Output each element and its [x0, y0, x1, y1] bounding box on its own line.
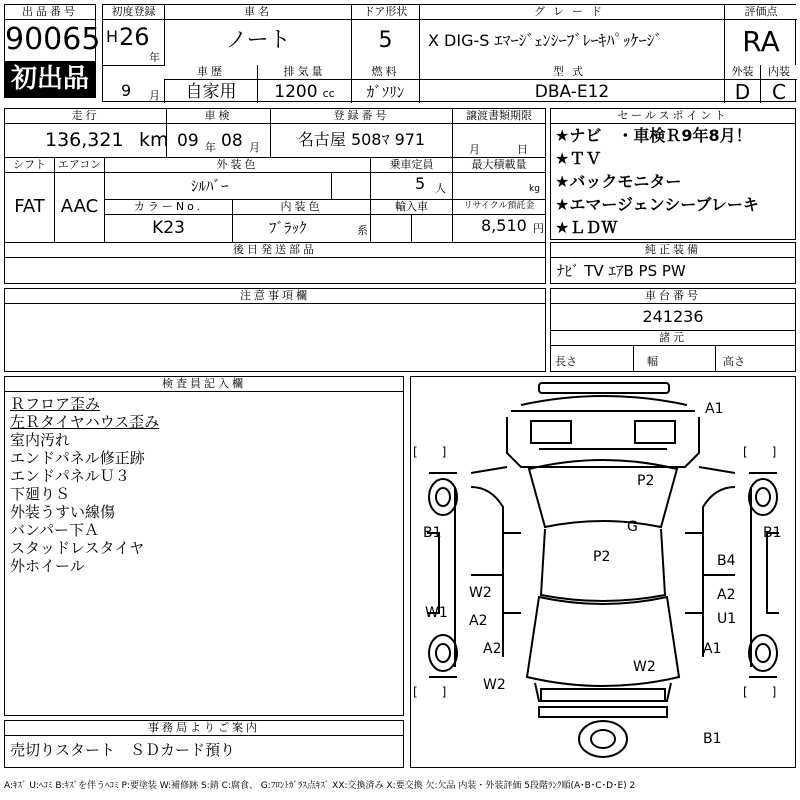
first-listing-badge: 初出品 [5, 61, 95, 97]
damage-mark: G [627, 519, 638, 535]
inspector-note: Ｒフロア歪み [10, 395, 101, 413]
fuel-label: 燃料 [352, 65, 419, 80]
ext-color-value: ｼﾙﾊﾞｰ [191, 177, 229, 195]
office-note: 売切りスタート ＳＤカード預り [10, 741, 236, 759]
damage-mark: B1 [423, 525, 442, 541]
sales-point: ★ＴＶ [555, 149, 602, 168]
bracket-mark: [ ] [743, 685, 777, 699]
inspector-note: スタッドレスタイヤ [10, 539, 145, 557]
specs-label: 諸元 [551, 331, 795, 346]
grade-value: X DIG-S ｴﾏｰｼﾞｪﾝｼｰﾌﾞﾚｰｷﾊﾟｯｹｰｼﾞ [428, 31, 663, 50]
lot-number: 90065 [5, 22, 101, 57]
mileage-unit: km [139, 129, 169, 151]
lot-box [4, 4, 101, 98]
sales-points-box [550, 108, 796, 240]
model-value: DBA-E12 [534, 82, 610, 102]
car-outline-diagram [411, 377, 795, 767]
first-reg-label: 初度登録 [103, 5, 164, 20]
grade-label: グレード [420, 5, 724, 20]
capacity-value: 5 [415, 174, 426, 193]
inspector-box [4, 376, 404, 716]
inspector-note: 室内汚れ [10, 431, 71, 449]
damage-mark: B1 [763, 525, 782, 541]
transfer-day: 日 [517, 143, 528, 156]
door-value: 5 [378, 28, 393, 53]
car-name-value: ノート [225, 28, 291, 53]
capacity-label: 乗車定員 [371, 158, 452, 173]
bracket-mark: [ ] [743, 445, 777, 459]
aircon-value: AAC [60, 196, 99, 217]
bracket-mark: [ ] [413, 445, 447, 459]
damage-mark: A2 [717, 587, 736, 603]
inspector-note: 外装うすい線傷 [10, 503, 116, 521]
transfer-month: 月 [469, 143, 480, 156]
score-value: RA [742, 25, 780, 58]
inspector-note: エンドパネルＵ３ [10, 467, 130, 485]
bracket-mark: [ ] [413, 685, 447, 699]
inspection-label: 車検 [167, 109, 270, 124]
load-unit: kg [529, 184, 540, 194]
notes-label: 注意事項欄 [5, 289, 545, 304]
interior-grade: C [772, 80, 786, 104]
int-color-label: 内装色 [233, 200, 370, 215]
displacement-value: 1200 [274, 82, 318, 102]
lot-label: 出品番号 [5, 5, 95, 20]
notes-box [4, 288, 546, 372]
inspector-note: 外ホイール [10, 557, 85, 575]
inspection-month: 08 [221, 131, 243, 151]
era-letter: H [106, 27, 119, 46]
damage-mark: W1 [425, 605, 448, 621]
chassis-label: 車台番号 [551, 289, 795, 304]
inspector-notes-list [5, 392, 403, 575]
month-unit: 月 [149, 89, 160, 102]
spec-width: 幅 [647, 355, 658, 368]
sales-points-label: セールスポイント [551, 109, 795, 124]
recycle-label: リサイクル預託金 [453, 200, 545, 215]
office-box [4, 720, 404, 768]
genuine-box [550, 242, 796, 284]
capacity-unit: 人 [435, 182, 446, 195]
transfer-label: 譲渡書類期限 [453, 109, 545, 124]
recycle-unit: 円 [533, 222, 544, 235]
ext-color-label: 外装色 [105, 158, 370, 173]
car-diagram-box [410, 376, 796, 768]
genuine-label: 純正装備 [551, 243, 795, 258]
month-value: 9 [121, 81, 132, 100]
inspector-label: 検査員記入欄 [5, 377, 403, 392]
aircon-label: エアコン [55, 158, 104, 173]
color-no-value: K23 [152, 218, 185, 238]
damage-mark: A1 [703, 641, 722, 657]
legend-text: A:ｷｽﾞ U:ﾍｺﾐ B:ｷｽﾞを伴うﾍｺﾐ P:要塗装 W:補修跡 S:錆 C:腐食、 G:ﾌﾛﾝﾄｶﾞﾗｽ点ｷｽﾞ XX:交換済み X:要交換 欠:欠品 内装・外装評価 5段階ﾗﾝｸ順(A･B･C･D･E) 2 [4, 781, 636, 791]
sales-point: ★ＬＤＷ [555, 218, 618, 237]
model-label: 型式 [420, 65, 724, 80]
shift-value: FAT [14, 196, 45, 217]
interior-label: 内装 [761, 65, 797, 80]
reg-no-value: 名古屋 508ﾏ 971 [297, 130, 426, 149]
damage-mark: A1 [705, 401, 724, 417]
damage-mark: B4 [717, 553, 736, 569]
color-no-label: カラーNo. [105, 200, 232, 215]
year-value: 26 [119, 23, 150, 51]
score-label: 評価点 [725, 5, 797, 20]
inspection-year-unit: 年 [205, 141, 216, 154]
later-parts-label: 後日発送部品 [5, 243, 545, 258]
max-load-label: 最大積載量 [453, 158, 545, 173]
import-label: 輸入車 [371, 200, 452, 215]
damage-mark: W2 [633, 659, 656, 675]
chassis-value: 241236 [551, 304, 795, 331]
year-unit: 年 [149, 51, 160, 64]
inspection-year: 09 [177, 131, 199, 151]
mileage-value: 136,321 [45, 129, 124, 151]
office-label: 事務局よりご案内 [5, 721, 403, 736]
sales-point: ★エマージェンシーブレーキ [555, 195, 759, 214]
inspector-note: 下廻りＳ [10, 485, 71, 503]
shift-label: シフト [5, 158, 54, 173]
int-color-value: ﾌﾞﾗｯｸ [269, 219, 307, 237]
genuine-value: ﾅﾋﾞ TV ｴｱB PS PW [557, 262, 686, 280]
exterior-grade: D [734, 80, 751, 104]
top-grid [102, 4, 796, 102]
inspection-month-unit: 月 [249, 141, 260, 154]
damage-mark: A2 [469, 613, 488, 629]
damage-mark: B1 [703, 731, 722, 747]
inspector-note: エンドパネル修正跡 [10, 449, 145, 467]
sales-point: ★バックモニター [555, 172, 682, 191]
info-grid [4, 108, 546, 284]
spec-length: 長さ [555, 355, 577, 368]
history-label: 車歴 [165, 65, 257, 80]
damage-mark: P2 [637, 473, 655, 489]
damage-mark: W2 [469, 585, 492, 601]
inspector-note: バンパー下Ａ [10, 521, 99, 539]
sales-points-list [551, 124, 795, 239]
chassis-box [550, 288, 796, 372]
reg-no-label: 登録番号 [271, 109, 452, 124]
door-label: ドア形状 [352, 5, 419, 20]
damage-mark: P2 [593, 549, 611, 565]
history-value: 自家用 [185, 82, 237, 102]
displacement-unit: cc [322, 87, 335, 100]
damage-mark: U1 [717, 611, 737, 627]
int-color-unit: 系 [357, 224, 368, 237]
spec-height: 高さ [723, 355, 745, 368]
recycle-value: 8,510 [481, 216, 527, 235]
fuel-value: ｶﾞｿﾘﾝ [366, 83, 405, 101]
mileage-label: 走行 [5, 109, 166, 124]
car-name-label: 車名 [165, 5, 351, 20]
damage-mark: W2 [483, 677, 506, 693]
exterior-label: 外装 [725, 65, 760, 80]
damage-mark: A2 [483, 641, 502, 657]
displacement-label: 排気量 [258, 65, 351, 80]
inspector-note: 左Ｒタイヤハウス歪み [10, 413, 160, 431]
sales-point: ★ナビ ・車検Ｒ9年8月！ [555, 126, 752, 145]
